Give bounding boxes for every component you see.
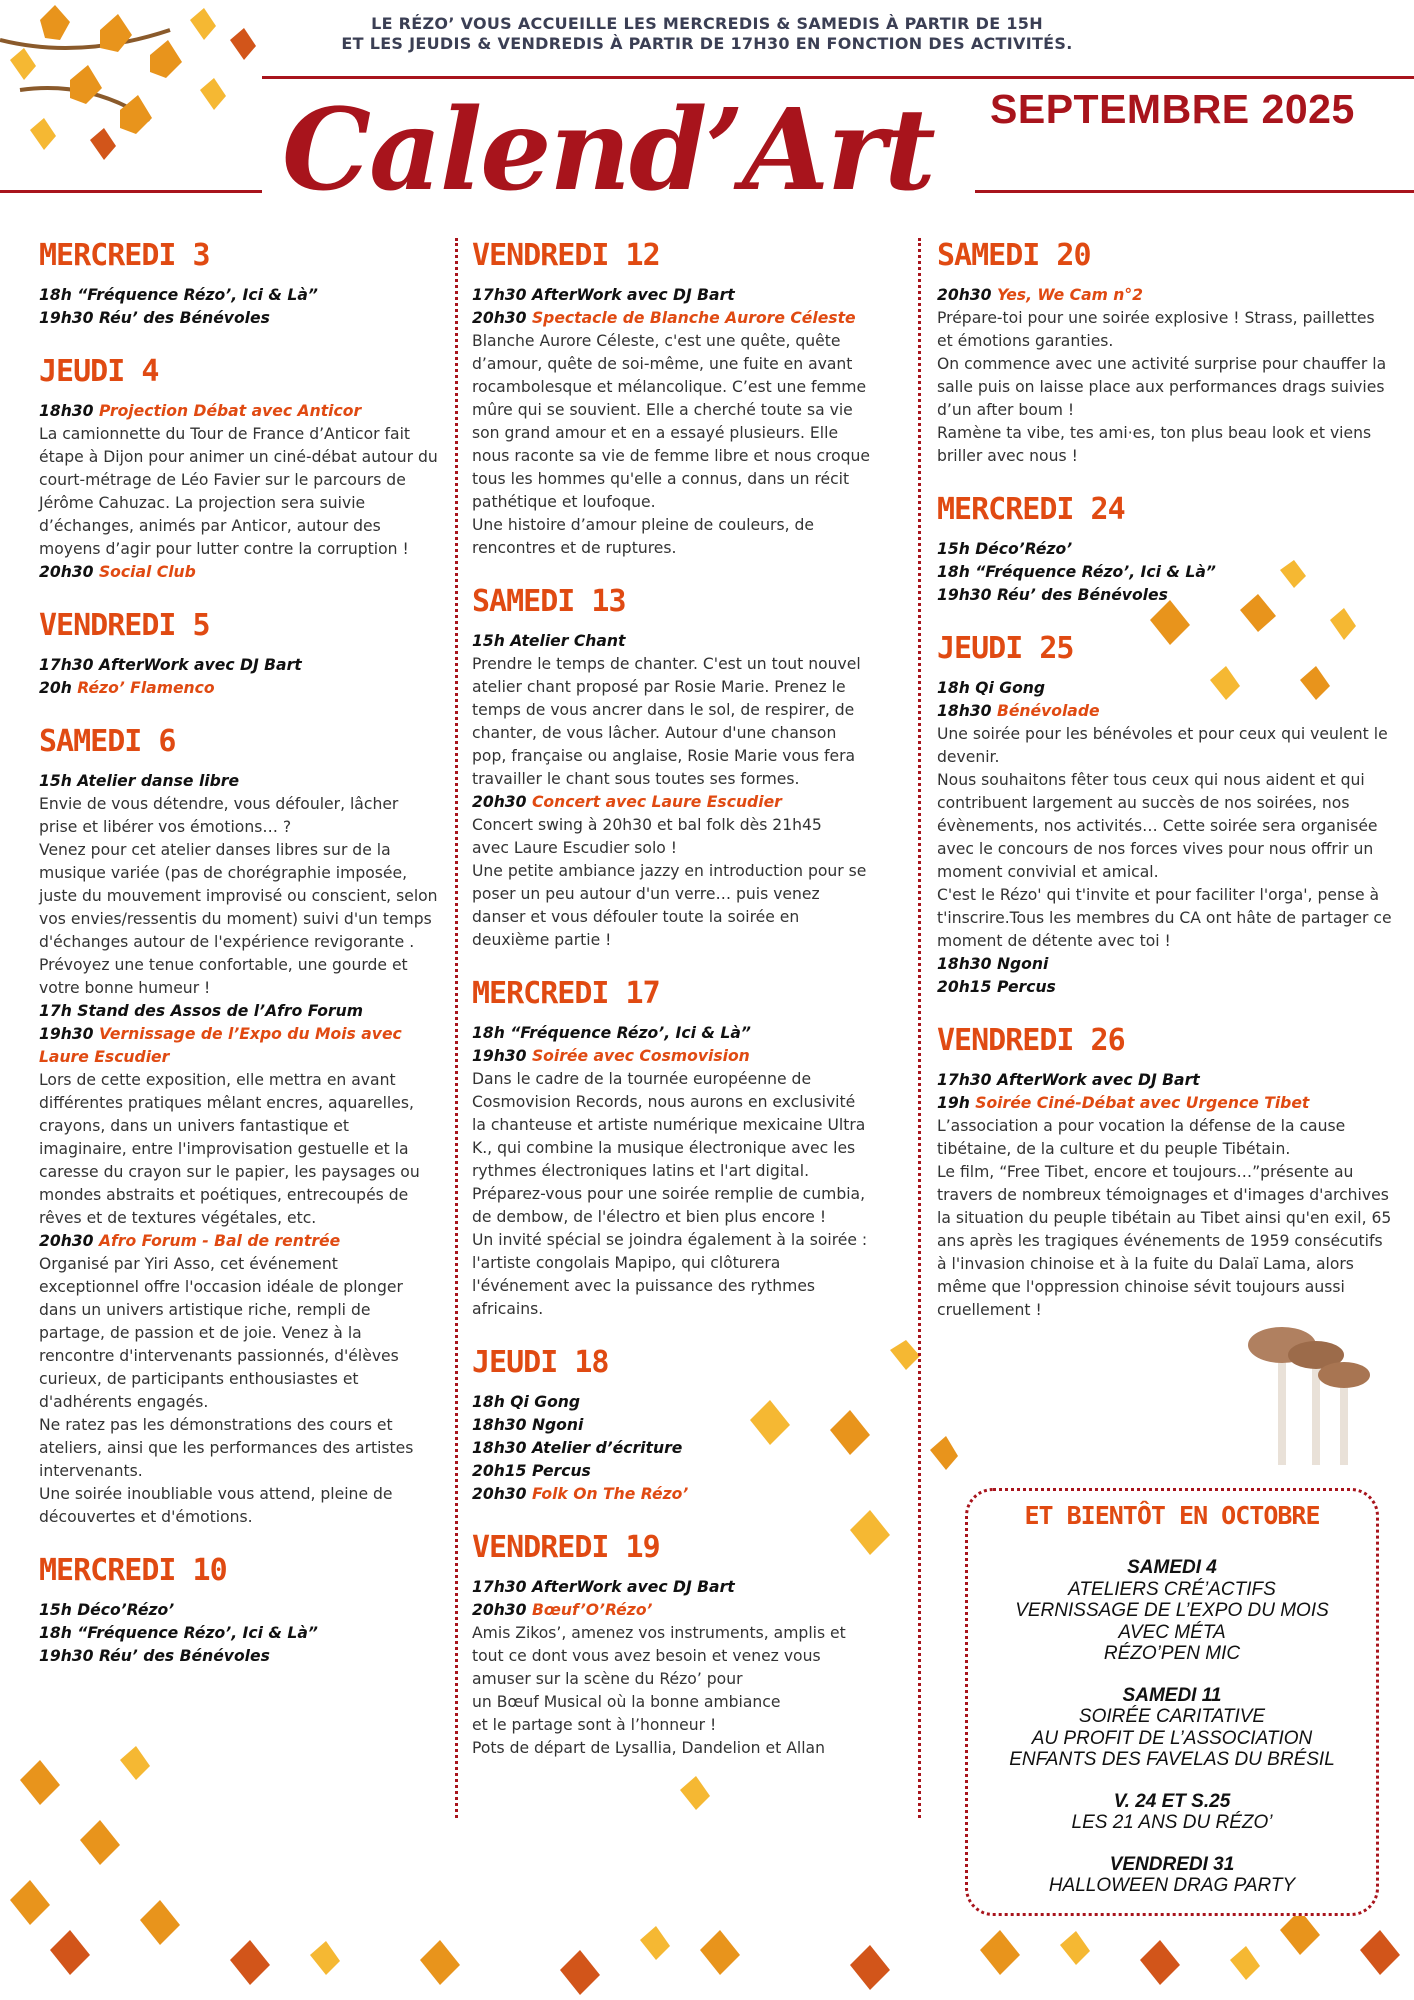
- event-description: Une soirée inoubliable vous attend, pleine de découvertes et d'émotions.: [39, 1485, 393, 1526]
- event-time: 15h: [39, 772, 78, 790]
- event-line: [39, 1645, 439, 1668]
- event-line: [472, 1576, 872, 1599]
- day-heading: VENDREDI 26: [937, 1023, 1125, 1058]
- october-event-line: ATELIERS CRÉ’ACTIFS: [1068, 1578, 1276, 1600]
- event-description: Nous souhaitons fêter tous ceux qui nous aident et qui contribuent largement au succès de nos soirées, nos évènements, nos activités… Cette soirée sera organisée avec le concours de nos forces vives pour nous offrir un moment convivial et amical.: [937, 771, 1378, 881]
- day-block: [937, 1023, 1395, 1322]
- column-divider: [918, 238, 921, 1818]
- event-line: [39, 677, 439, 700]
- event-title: “Fréquence Rézo’, Ici & Là”: [77, 286, 318, 304]
- event-time: 17h30: [472, 1578, 532, 1596]
- event-time: 20h30: [472, 1485, 532, 1503]
- event-line: [39, 1599, 439, 1622]
- event-line: [937, 1069, 1395, 1092]
- event-line: [39, 561, 439, 584]
- event-line: [472, 791, 872, 814]
- event-line: [472, 1599, 872, 1622]
- event-title: Ngoni: [996, 955, 1049, 973]
- event-description: Un invité spécial se joindra également à la soirée : l'artiste congolais Mapipo, qui clôturera l'événement avec la puissance des rythmes africains.: [472, 1231, 868, 1318]
- event-line: [472, 1045, 872, 1068]
- day-heading: SAMEDI 6: [39, 724, 176, 759]
- event-time: 20h30: [39, 563, 99, 581]
- event-title: Déco’Rézo’: [975, 540, 1073, 558]
- day-heading: SAMEDI 13: [472, 584, 626, 619]
- event-line: [937, 953, 1395, 976]
- event-line: [472, 1483, 872, 1506]
- event-description: Ramène ta vibe, tes ami·es, ton plus beau look et viens briller avec nous !: [937, 424, 1372, 465]
- event-line: [472, 1022, 872, 1045]
- event-time: 20h30: [472, 309, 532, 327]
- october-event-line: SOIRÉE CARITATIVE: [1078, 1706, 1266, 1727]
- event-description: Concert swing à 20h30 et bal folk dès 21h45: [472, 816, 822, 834]
- event-title: “Fréquence Rézo’, Ici & Là”: [510, 1024, 751, 1042]
- october-event-date: SAMEDI 4: [1127, 1557, 1217, 1578]
- event-title: “Fréquence Rézo’, Ici & Là”: [77, 1624, 318, 1642]
- opening-hours-line-2: ET LES JEUDIS & VENDREDIS À PARTIR DE 17H30 EN FONCTION DES ACTIVITÉS.: [341, 34, 1073, 53]
- event-title: Bénévolade: [996, 702, 1100, 720]
- october-event-line: AU PROFIT DE L’ASSOCIATION: [1031, 1727, 1313, 1749]
- event-time: 18h30: [937, 955, 997, 973]
- event-description: C'est le Rézo' qui t'invite et pour faciliter l'orga', pense à t'inscrire.Tous les membres du CA ont hâte de partager ce moment de détente avec toi !: [937, 886, 1392, 950]
- day-heading: JEUDI 18: [472, 1345, 609, 1380]
- event-time: 17h: [39, 1002, 78, 1020]
- event-description: L’association a pour vocation la défense de la cause tibétaine, de la culture et du peuple Tibétain.: [937, 1117, 1346, 1158]
- day-heading: MERCREDI 3: [39, 238, 210, 273]
- event-time: 17h30: [937, 1071, 997, 1089]
- event-line: [472, 1391, 872, 1414]
- event-description: Une histoire d’amour pleine de couleurs, de rencontres et de ruptures.: [472, 516, 814, 557]
- event-line: [472, 1414, 872, 1437]
- event-description: Venez pour cet atelier danses libres sur de la musique variée (pas de chorégraphie imposée, juste du mouvement improvisé ou conscient, selon vos envies/ressentis du moment) suivi d'un temps d'échanges autour de l'expérience revigorante .: [39, 841, 438, 951]
- event-title: Atelier d’écriture: [531, 1439, 683, 1457]
- october-event-line: LES 21 ANS DU RÉZO’: [1071, 1812, 1273, 1833]
- event-description: et le partage sont à l’honneur !: [472, 1716, 717, 1734]
- event-title: Soirée Ciné-Débat avec Urgence Tibet: [975, 1094, 1310, 1112]
- day-heading: JEUDI 25: [937, 631, 1074, 666]
- october-event: [968, 1685, 1376, 1771]
- event-time: 20h30: [937, 286, 997, 304]
- day-block: [472, 238, 872, 560]
- month-heading: SEPTEMBRE 2025: [990, 86, 1355, 132]
- october-event-line: HALLOWEEN DRAG PARTY: [1048, 1875, 1296, 1896]
- event-description: Blanche Aurore Céleste, c'est une quête, quête d’amour, quête de soi-même, une fuite en avant rocambolesque et mélancolique. C’est une femme mûre qui se souvient. Elle a cherché toute sa vie son grand amour et en a essayé plusieurs. Elle nous raconte sa vie de femme libre et nous croque tous les hommes qu'elle a connus, dans un récit pathétique et loufoque.: [472, 332, 871, 511]
- event-time: 17h30: [472, 286, 532, 304]
- event-line: [39, 1000, 439, 1023]
- event-time: 19h30: [472, 1047, 532, 1065]
- event-title: Qi Gong: [975, 679, 1046, 697]
- event-line: [472, 1460, 872, 1483]
- event-title: AfterWork avec DJ Bart: [98, 656, 302, 674]
- event-line: [937, 538, 1395, 561]
- event-line: [937, 700, 1395, 723]
- event-line: [39, 307, 439, 330]
- event-description: Amis Zikos’, amenez vos instruments, amplis et tout ce dont vous avez besoin et venez vous amuser sur la scène du Rézo’ pour: [472, 1624, 846, 1688]
- event-line: [39, 400, 439, 423]
- day-block: [39, 724, 439, 1529]
- page-title: Calend’Art: [282, 85, 934, 216]
- day-block: [472, 976, 872, 1321]
- event-line: [472, 1437, 872, 1460]
- event-line: [39, 770, 439, 793]
- event-title: Atelier danse libre: [77, 772, 240, 790]
- calendar-column-3: [937, 230, 1395, 1346]
- event-time: 15h: [937, 540, 976, 558]
- event-time: 18h30: [937, 702, 997, 720]
- event-time: 15h: [472, 632, 511, 650]
- event-title: AfterWork avec DJ Bart: [531, 1578, 735, 1596]
- opening-hours-banner: [0, 14, 1414, 54]
- event-line: [472, 307, 872, 330]
- event-description: Lors de cette exposition, elle mettra en avant différentes pratiques mêlant encres, aquarelles, crayons, dans un univers fantastique et imaginaire, entre l'improvisation gestuelle et la caresse du crayon sur le papier, les paysages ou mondes abstraits et poétiques, entrecoupés de rêves et de textures végétales, etc.: [39, 1071, 420, 1227]
- day-block: [39, 354, 439, 584]
- event-time: 18h: [39, 1624, 78, 1642]
- event-time: 17h30: [39, 656, 99, 674]
- event-title: Projection Débat avec Anticor: [98, 402, 362, 420]
- october-event: [968, 1557, 1376, 1665]
- october-preview-list: [968, 1557, 1376, 1917]
- event-time: 18h: [472, 1024, 511, 1042]
- event-line: [937, 284, 1395, 307]
- day-block: [472, 1530, 872, 1760]
- event-time: 19h30: [39, 1647, 99, 1665]
- event-time: 20h15: [472, 1462, 532, 1480]
- event-line: [39, 1230, 439, 1253]
- day-block: [472, 584, 872, 952]
- event-title: Réu’ des Bénévoles: [98, 1647, 270, 1665]
- event-title: Stand des Assos de l’Afro Forum: [77, 1002, 363, 1020]
- event-description: Une soirée pour les bénévoles et pour ceux qui veulent le devenir.: [937, 725, 1388, 766]
- event-line: [39, 654, 439, 677]
- day-block: [39, 238, 439, 330]
- event-title: Réu’ des Bénévoles: [98, 309, 270, 327]
- event-description: Prévoyez une tenue confortable, une gourde et votre bonne humeur !: [39, 956, 408, 997]
- day-heading: MERCREDI 17: [472, 976, 660, 1011]
- event-time: 19h30: [39, 309, 99, 327]
- event-line: [472, 284, 872, 307]
- day-heading: VENDREDI 12: [472, 238, 660, 273]
- event-title: AfterWork avec DJ Bart: [531, 286, 735, 304]
- day-block: [937, 238, 1395, 468]
- event-description: un Bœuf Musical où la bonne ambiance: [472, 1693, 781, 1711]
- header-rule-left: [0, 190, 262, 193]
- opening-hours-line-1: LE RÉZO’ VOUS ACCUEILLE LES MERCREDIS & SAMEDIS À PARTIR DE 15H: [371, 14, 1043, 33]
- day-heading: MERCREDI 10: [39, 1553, 227, 1588]
- event-description: Le film, “Free Tibet, encore et toujours…”présente au travers de nombreux témoignages et d'images d'archives la situation du peuple tibétain au Tibet ainsi qu'en exil, 65 ans après les tragiques événements de 1959 consécutifs à l'invasion chinoise et à la fuite du Dalaï Lama, alors même que l'oppression chinoise sévit toujours aussi cruellement !: [937, 1163, 1392, 1319]
- day-block: [937, 631, 1395, 999]
- event-line: [937, 1092, 1395, 1115]
- event-time: 18h30: [472, 1439, 532, 1457]
- event-time: 20h15: [937, 978, 997, 996]
- day-block: [472, 1345, 872, 1506]
- event-time: 18h30: [39, 402, 99, 420]
- day-block: [39, 1553, 439, 1668]
- event-title: Vernissage de l’Expo du Mois avec Laure Escudier: [39, 1025, 402, 1066]
- day-heading: VENDREDI 19: [472, 1530, 660, 1565]
- event-time: 18h: [937, 563, 976, 581]
- event-description: Une petite ambiance jazzy en introduction pour se poser un peu autour d'un verre… puis venez danser et vous défouler toute la soirée en deuxième partie !: [472, 862, 867, 949]
- day-heading: SAMEDI 20: [937, 238, 1091, 273]
- event-time: 19h30: [937, 586, 997, 604]
- event-time: 15h: [39, 1601, 78, 1619]
- event-line: [39, 1023, 439, 1069]
- event-description: Envie de vous détendre, vous défouler, lâcher prise et libérer vos émotions… ?: [39, 795, 399, 836]
- event-time: 20h: [39, 679, 78, 697]
- event-line: [39, 1622, 439, 1645]
- event-description: Dans le cadre de la tournée européenne de Cosmovision Records, nous aurons en exclusivité la chanteuse et artiste numérique mexicaine Ultra K., qui combine la musique électronique avec les rythmes électroniques latins et l'art digital.: [472, 1070, 866, 1180]
- event-description: Prendre le temps de chanter. C'est un tout nouvel atelier chant proposé par Rosie Marie. Prenez le temps de vous ancrer dans le sol, de respirer, de chanter, de vous lâcher. Autour d'une chanson pop, française ou anglaise, Rosie Marie vous fera travailler le chant sous toutes ses formes.: [472, 655, 861, 788]
- event-title: Percus: [996, 978, 1056, 996]
- event-description: Prépare-toi pour une soirée explosive ! Strass, paillettes et émotions garanties.: [937, 309, 1375, 350]
- event-description: Préparez-vous pour une soirée remplie de cumbia, de dembow, de l'électro et bien plus encore !: [472, 1185, 866, 1226]
- october-preview-title: ET BIENTÔT EN OCTOBRE: [1024, 1501, 1320, 1530]
- event-time: 18h30: [472, 1416, 532, 1434]
- event-title: Percus: [531, 1462, 591, 1480]
- day-heading: MERCREDI 24: [937, 492, 1125, 527]
- event-line: [937, 584, 1395, 607]
- event-title: Soirée avec Cosmovision: [531, 1047, 750, 1065]
- event-time: 18h: [937, 679, 976, 697]
- event-title: Yes, We Cam n°2: [996, 286, 1144, 304]
- day-block: [39, 608, 439, 700]
- event-title: “Fréquence Rézo’, Ici & Là”: [975, 563, 1216, 581]
- column-divider: [455, 238, 458, 1818]
- day-block: [937, 492, 1395, 607]
- day-heading: JEUDI 4: [39, 354, 159, 389]
- calendar-column-1: [39, 230, 439, 1692]
- event-description: Ne ratez pas les démonstrations des cours et ateliers, ainsi que les performances des artistes intervenants.: [39, 1416, 414, 1480]
- event-line: [472, 630, 872, 653]
- header-rule-right: [975, 190, 1414, 193]
- event-line: [39, 284, 439, 307]
- event-title: AfterWork avec DJ Bart: [996, 1071, 1200, 1089]
- event-title: Déco’Rézo’: [77, 1601, 175, 1619]
- event-title: Ngoni: [531, 1416, 584, 1434]
- event-time: 18h: [472, 1393, 511, 1411]
- calendar-column-2: [472, 230, 872, 1784]
- event-title: Afro Forum - Bal de rentrée: [98, 1232, 341, 1250]
- event-description: On commence avec une activité surprise pour chauffer la salle puis on laisse place aux performances drags suivies d’un after boum !: [937, 355, 1387, 419]
- october-event: [968, 1854, 1376, 1897]
- event-description: La camionnette du Tour de France d’Anticor fait étape à Dijon pour animer un ciné-débat autour du court-métrage de Léo Favier sur le parcours de Jérôme Cahuzac. La projection sera suivie d’échanges, animés par Anticor, autour des moyens d’agir pour lutter contre la corruption !: [39, 425, 438, 558]
- event-line: [937, 976, 1395, 999]
- october-event: [968, 1791, 1376, 1834]
- october-event-line: ENFANTS DES FAVELAS DU BRÉSIL: [1009, 1749, 1335, 1770]
- october-event-date: SAMEDI 11: [1122, 1684, 1222, 1706]
- event-time: 20h30: [39, 1232, 99, 1250]
- october-preview-box: [965, 1488, 1379, 1916]
- october-event-line: AVEC MÉTA: [1118, 1621, 1226, 1643]
- event-title: Rézo’ Flamenco: [77, 679, 215, 697]
- event-title: Réu’ des Bénévoles: [996, 586, 1168, 604]
- header-rule-top: [262, 76, 1414, 79]
- event-line: [937, 561, 1395, 584]
- day-heading: VENDREDI 5: [39, 608, 210, 643]
- event-time: 19h: [937, 1094, 976, 1112]
- event-time: 20h30: [472, 793, 532, 811]
- october-event-line: RÉZO’PEN MIC: [1103, 1643, 1241, 1664]
- event-time: 20h30: [472, 1601, 532, 1619]
- event-description: Organisé par Yiri Asso, cet événement exceptionnel offre l'occasion idéale de plonger dans un univers artistique riche, rempli de partage, de passion et de joie. Venez à la rencontre d'intervenants passionnés, d'élèves curieux, de participants enthousiastes et d'adhérents engagés.: [39, 1255, 403, 1411]
- event-time: 18h: [39, 286, 78, 304]
- october-event-line: VERNISSAGE DE L’EXPO DU MOIS: [1015, 1600, 1329, 1621]
- event-title: Folk On The Rézo’: [531, 1485, 689, 1503]
- event-title: Concert avec Laure Escudier: [531, 793, 782, 811]
- event-title: Social Club: [98, 563, 196, 581]
- event-title: Spectacle de Blanche Aurore Céleste: [531, 309, 856, 327]
- event-title: Bœuf’O’Rézo’: [531, 1601, 653, 1619]
- event-time: 19h30: [39, 1025, 99, 1043]
- event-description: avec Laure Escudier solo !: [472, 839, 678, 857]
- event-line: [937, 677, 1395, 700]
- october-event-date: V. 24 ET S.25: [1113, 1790, 1231, 1812]
- october-event-date: VENDREDI 31: [1109, 1853, 1235, 1875]
- event-title: Atelier Chant: [510, 632, 626, 650]
- event-description: Pots de départ de Lysallia, Dandelion et Allan: [472, 1739, 825, 1757]
- event-title: Qi Gong: [510, 1393, 581, 1411]
